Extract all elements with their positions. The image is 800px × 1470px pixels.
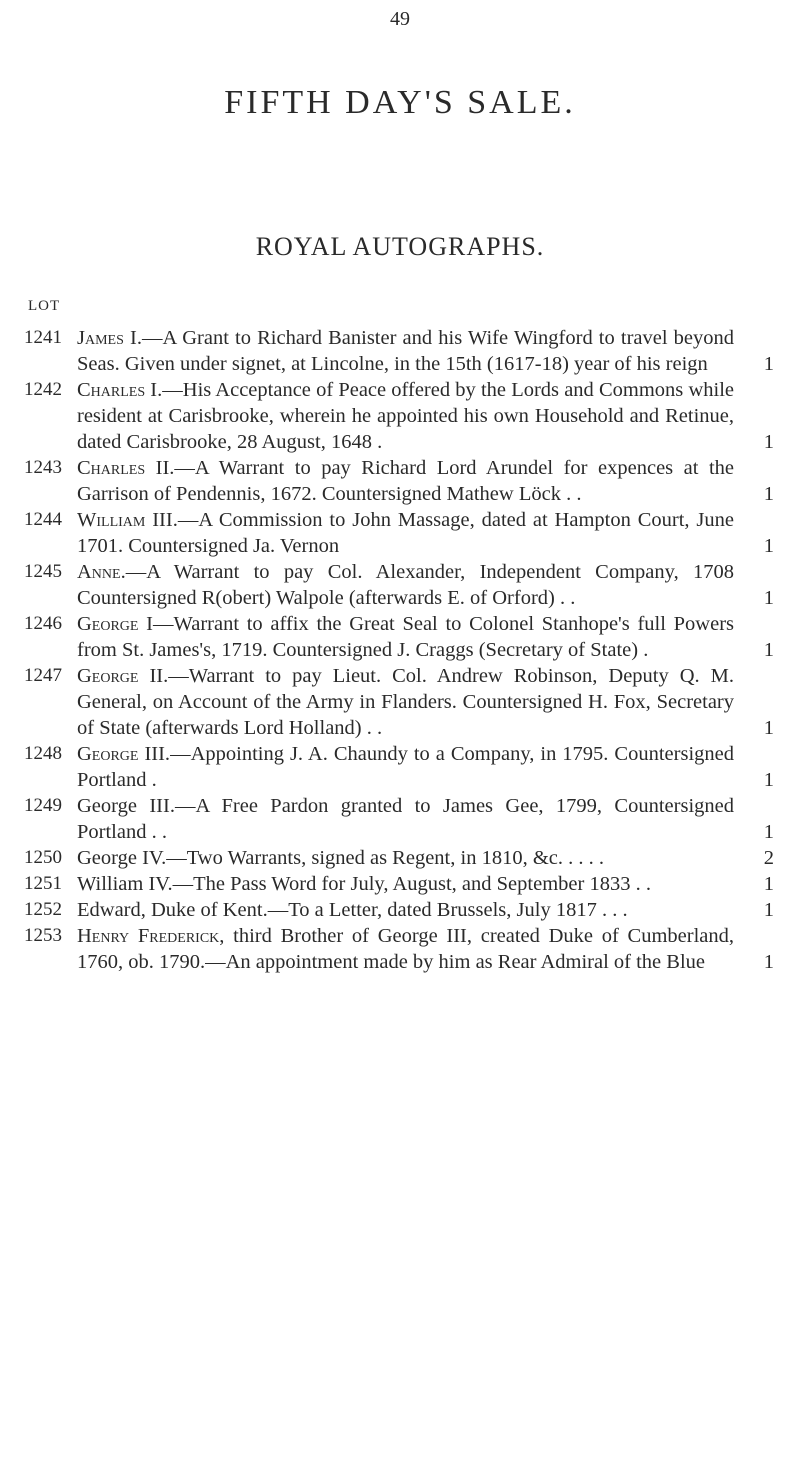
lot-entry xyxy=(24,923,774,975)
lot-quantity: 1 xyxy=(763,717,774,739)
lot-quantity: 1 xyxy=(763,951,774,973)
lot-quantity: 1 xyxy=(763,483,774,505)
lot-name: George III. xyxy=(77,795,175,817)
lot-text: —His Acceptance of Peace offered by the Lords and Commons while resident at Carisbrooke, wherein he appointed his own Household and Retinue, dated Carisbrooke, 28 August, 1648 . xyxy=(77,379,734,453)
lot-list xyxy=(24,325,774,975)
lot-description xyxy=(77,741,774,793)
lot-description xyxy=(77,611,774,663)
lot-quantity: 1 xyxy=(763,587,774,609)
lot-name: George III. xyxy=(77,743,171,765)
lot-quantity: 1 xyxy=(763,769,774,791)
lot-description xyxy=(77,507,774,559)
lot-name: Henry Frederick xyxy=(77,925,220,947)
lot-column-header: LOT xyxy=(28,298,61,314)
lot-quantity: 1 xyxy=(763,353,774,375)
lot-number: 1250 xyxy=(24,847,62,868)
lot-entry xyxy=(24,325,774,377)
lot-name: Charles II. xyxy=(77,457,175,479)
lot-text: —To a Letter, dated Brussels, July 1817 . . . xyxy=(267,899,628,921)
lot-description xyxy=(77,793,774,845)
lot-name: Anne. xyxy=(77,561,126,583)
lot-quantity: 1 xyxy=(763,535,774,557)
lot-description xyxy=(77,845,774,871)
lot-entry xyxy=(24,871,774,897)
lot-number: 1242 xyxy=(24,379,62,400)
lot-number: 1253 xyxy=(24,925,62,946)
lot-number: 1252 xyxy=(24,899,62,920)
lot-entry xyxy=(24,611,774,663)
lot-description xyxy=(77,871,774,897)
lot-entry xyxy=(24,377,774,455)
lot-text: —A Grant to Richard Banister and his Wife Wingford to travel beyond Seas. Given under signet, at Lincolne, in the 15th (1617-18) year of his reign xyxy=(77,327,734,375)
lot-description xyxy=(77,559,774,611)
lot-text: —Two Warrants, signed as Regent, in 1810, &c. . . . . xyxy=(166,847,604,869)
lot-number: 1248 xyxy=(24,743,62,764)
lot-text: —A Warrant to pay Richard Lord Arundel for expences at the Garrison of Pendennis, 1672. Countersigned Mathew Löck . . xyxy=(77,457,734,505)
lot-entry xyxy=(24,663,774,741)
lot-quantity: 1 xyxy=(763,639,774,661)
lot-description xyxy=(77,923,774,975)
lot-text: —Warrant to affix the Great Seal to Colonel Stanhope's full Powers from St. James's, 1719. Countersigned J. Craggs (Secretary of State) . xyxy=(77,613,734,661)
lot-description xyxy=(77,663,774,741)
lot-entry xyxy=(24,559,774,611)
lot-number: 1243 xyxy=(24,457,62,478)
lot-number: 1245 xyxy=(24,561,62,582)
page-number: 49 xyxy=(390,8,410,30)
lot-quantity: 2 xyxy=(763,847,774,869)
lot-name: James I. xyxy=(77,327,142,349)
lot-name: William IV. xyxy=(77,873,173,895)
lot-entry xyxy=(24,845,774,871)
lot-quantity: 1 xyxy=(763,899,774,921)
lot-description xyxy=(77,897,774,923)
lot-description xyxy=(77,325,774,377)
lot-quantity: 1 xyxy=(763,873,774,895)
lot-text: , third Brother of George III, created Duke of Cumberland, 1760, ob. 1790.—An appointment made by him as Rear Admiral of the Blue xyxy=(77,925,735,973)
lot-text: —Warrant to pay Lieut. Col. Andrew Robinson, Deputy Q. M. General, on Account of the Army in Flanders. Countersigned H. Fox, Secretary of State (afterwards Lord Holland) . . xyxy=(77,665,735,739)
section-heading: ROYAL AUTOGRAPHS. xyxy=(255,232,545,261)
lot-number: 1246 xyxy=(24,613,62,634)
lot-entry xyxy=(24,793,774,845)
lot-name: George I xyxy=(77,613,154,635)
lot-name: Edward, Duke of Kent. xyxy=(77,899,268,921)
lot-text: —The Pass Word for July, August, and September 1833 . . xyxy=(172,873,651,895)
lot-entry xyxy=(24,507,774,559)
page-title: FIFTH DAY'S SALE. xyxy=(224,84,576,121)
lot-name: George IV. xyxy=(77,847,167,869)
lot-description xyxy=(77,455,774,507)
lot-entry xyxy=(24,897,774,923)
lot-text: —Appointing J. A. Chaundy to a Company, in 1795. Countersigned Portland . xyxy=(77,743,734,791)
lot-quantity: 1 xyxy=(763,821,774,843)
lot-number: 1241 xyxy=(24,327,62,348)
lot-quantity: 1 xyxy=(763,431,774,453)
lot-entry xyxy=(24,455,774,507)
lot-name: George II. xyxy=(77,665,169,687)
lot-number: 1249 xyxy=(24,795,62,816)
lot-number: 1247 xyxy=(24,665,62,686)
lot-text: —A Free Pardon granted to James Gee, 1799, Countersigned Portland . . xyxy=(77,795,734,843)
lot-name: William III. xyxy=(77,509,178,531)
lot-number: 1244 xyxy=(24,509,62,530)
lot-entry xyxy=(24,741,774,793)
lot-name: Charles I. xyxy=(77,379,163,401)
lot-text: —A Warrant to pay Col. Alexander, Independent Company, 1708 Countersigned R(obert) Walpole (afterwards E. of Orford) . . xyxy=(77,561,734,609)
lot-description xyxy=(77,377,774,455)
lot-number: 1251 xyxy=(24,873,62,894)
lot-text: —A Commission to John Massage, dated at Hampton Court, June 1701. Countersigned Ja. Vernon xyxy=(77,509,734,557)
